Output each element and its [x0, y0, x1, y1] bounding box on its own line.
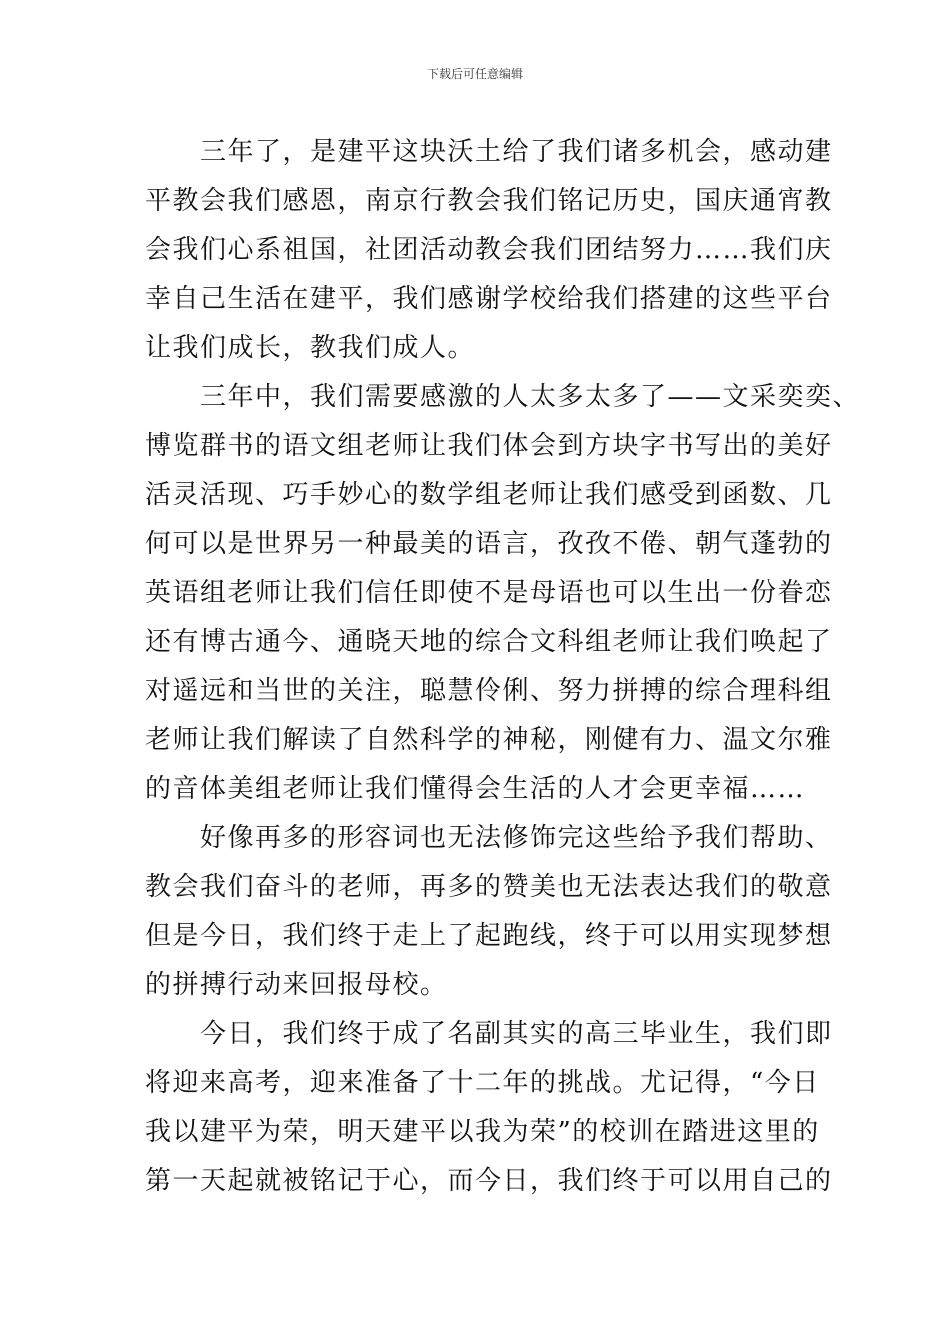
paragraph-line: 对遥远和当世的关注，聪慧伶俐、努力拼搏的综合理科组: [145, 676, 833, 706]
paragraph-line: 三年中，我们需要感激的人太多太多了——文采奕奕、: [200, 382, 861, 412]
paragraph-line: 博览群书的语文组老师让我们体会到方块字书写出的美好: [145, 431, 833, 461]
paragraph-line: 的拼搏行动来回报母校。: [145, 970, 448, 1000]
paragraph-2: [145, 373, 861, 814]
paragraph-line: 会我们心系祖国，社团活动教会我们团结努力……我们庆: [145, 235, 833, 265]
paragraph-line: 老师让我们解读了自然科学的神秘，刚健有力、温文尔雅: [145, 725, 833, 755]
paragraph-line: 幸自己生活在建平，我们感谢学校给我们搭建的这些平台: [145, 284, 833, 314]
paragraph-line: 平教会我们感恩，南京行教会我们铭记历史，国庆通宵教: [145, 186, 833, 216]
paragraph-4: [145, 1010, 833, 1206]
paragraph-line: 第一天起就被铭记于心，而今日，我们终于可以用自己的: [145, 1166, 833, 1196]
paragraph-3: [145, 814, 833, 1010]
paragraph-line: 英语组老师让我们信任即使不是母语也可以生出一份眷恋: [145, 578, 833, 608]
document-body: [145, 128, 861, 1206]
page-header: 下载后可任意编辑: [426, 67, 523, 81]
paragraph-line: 今日，我们终于成了名副其实的高三毕业生，我们即: [200, 1019, 833, 1049]
paragraph-line: 但是今日，我们终于走上了起跑线，终于可以用实现梦想: [145, 921, 833, 951]
paragraph-line: 好像再多的形容词也无法修饰完这些给予我们帮助、: [200, 823, 833, 853]
paragraph-line: 教会我们奋斗的老师，再多的赞美也无法表达我们的敬意: [145, 872, 833, 902]
paragraph-line: 还有博古通今、通晓天地的综合文科组老师让我们唤起了: [145, 627, 833, 657]
paragraph-line: 让我们成长，教我们成人。: [145, 333, 476, 363]
paragraph-1: [145, 128, 833, 373]
paragraph-line: 的音体美组老师让我们懂得会生活的人才会更幸福……: [145, 774, 806, 804]
paragraph-line: 我以建平为荣，明天建平以我为荣”的校训在踏进这里的: [145, 1117, 820, 1147]
paragraph-line: 三年了，是建平这块沃土给了我们诸多机会，感动建: [200, 137, 833, 167]
paragraph-line: 活灵活现、巧手妙心的数学组老师让我们感受到函数、几: [145, 480, 833, 510]
paragraph-line: 何可以是世界另一种最美的语言，孜孜不倦、朝气蓬勃的: [145, 529, 833, 559]
paragraph-line: 将迎来高考，迎来准备了十二年的挑战。尤记得，“今日: [145, 1068, 820, 1098]
